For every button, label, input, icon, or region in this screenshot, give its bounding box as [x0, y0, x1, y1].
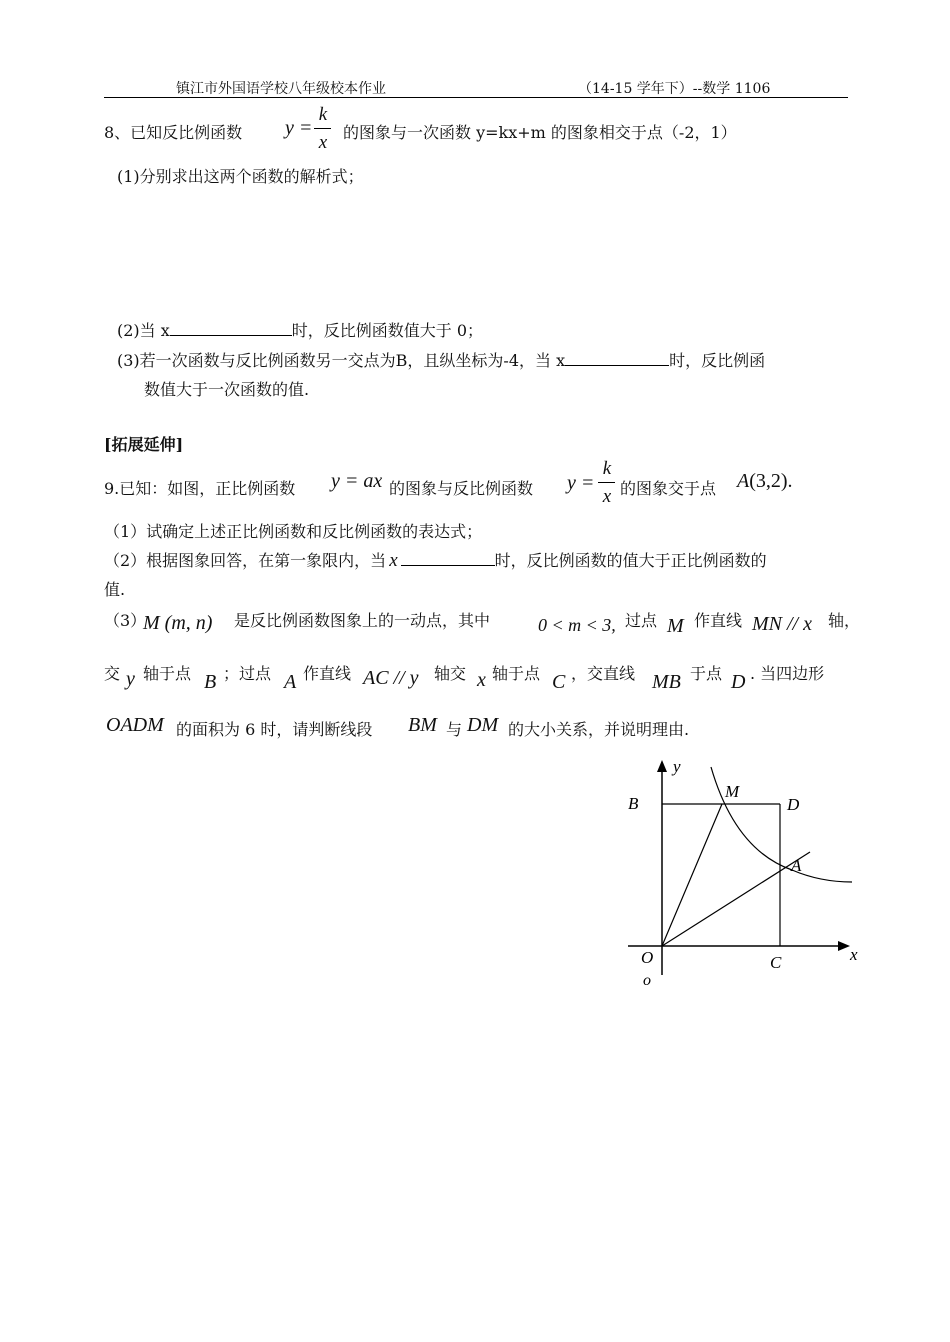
line-om — [662, 804, 722, 946]
q9-l2-MB: MB — [652, 671, 681, 693]
q9-l2-A: A — [284, 671, 297, 693]
q8-part2-tail: 时，反比例函数值大于 0； — [291, 321, 484, 340]
q9-intro-b: 的图象与反比例函数 — [389, 479, 534, 498]
q9-l2-x: x — [477, 669, 486, 691]
q8-frac-den: x — [318, 132, 328, 153]
q9-part2-lead: （2）根据图象回答，在第一象限内，当 — [104, 551, 387, 570]
q9-func2-num: k — [602, 458, 612, 479]
q9-point-a: A(3,2). — [737, 470, 793, 492]
q9-l3-a: 的面积为 6 时，请判断线段 — [176, 720, 373, 739]
q8-part3-lead: (3)若一次函数与反比例函数另一交点为B，且纵坐标为-4，当 x — [117, 351, 566, 370]
q9-l2-h: 于点 — [690, 664, 723, 683]
label-a: A — [791, 856, 802, 875]
q9-part2-tail: 时，反比例函数的值大于正比例函数的 — [494, 551, 767, 570]
q9-part2-x: x — [389, 550, 398, 571]
q9-l3-dm: DM — [467, 714, 499, 736]
header-term-title: （14-15 学年下）--数学 1106 — [578, 81, 771, 97]
q9-part3-point-m: M (m, n) — [143, 612, 213, 634]
label-o: O — [641, 948, 654, 967]
q9-part3-text-c: 作直线 — [694, 611, 743, 630]
y-axis-arrow-icon — [657, 760, 667, 772]
q9-intro: 9.已知：如图，正比例函数 — [104, 479, 296, 498]
q9-intro-c: 的图象交于点 — [620, 479, 717, 498]
q8-part3-tail: 时，反比例函 — [669, 351, 766, 370]
label-x: x — [850, 945, 858, 964]
q9-func2-den: x — [602, 486, 612, 507]
q9-l2-i: . 当四边形 — [750, 664, 825, 683]
label-m: M — [725, 782, 740, 801]
q9-func2-lhs: y = — [567, 472, 595, 494]
x-axis-arrow-icon — [838, 941, 850, 951]
section-title: [拓展延伸] — [104, 435, 184, 454]
q9-l2-b: 轴于点 — [143, 664, 192, 683]
q9-part3-ineq: 0 < m < 3, — [538, 615, 616, 635]
q8-part3-cont: 数值大于一次函数的值. — [144, 380, 310, 399]
q9-l2-y: y — [126, 668, 135, 690]
q9-l3-bm: BM — [408, 714, 437, 736]
q9-part1: （1）试确定上述正比例函数和反比例函数的表达式； — [104, 522, 483, 541]
q9-part2-cont: 值. — [104, 580, 126, 599]
label-o-small: o — [643, 972, 651, 989]
q9-l2-e: 轴交 — [434, 664, 467, 683]
q8-part1: (1)分别求出这两个函数的解析式； — [117, 167, 364, 186]
q8-func-lhs: y = — [285, 117, 313, 139]
q9-l2-C: C — [552, 671, 566, 693]
q9-part3-mn: MN // x — [752, 613, 812, 635]
q8-frac-num: k — [318, 104, 328, 125]
q9-part3-text-a: 是反比例函数图象上的一动点，其中 — [234, 611, 491, 630]
q8-intro-cont: 的图象与一次函数 y=kx+m 的图象相交于点（-2，1） — [343, 123, 737, 142]
q9-l2-c: ；过点 — [223, 664, 272, 683]
line-oa — [662, 852, 810, 946]
q9-l3-oadm: OADM — [106, 714, 164, 736]
q9-part3-m: M — [667, 615, 684, 637]
q9-l2-d: 作直线 — [303, 664, 352, 683]
header-school-title: 镇江市外国语学校八年级校本作业 — [176, 81, 386, 97]
q8-part2-lead: (2)当 x — [117, 321, 170, 340]
label-c: C — [770, 953, 782, 972]
q9-part3-text-d: 轴， — [828, 611, 861, 630]
q9-l3-c: 的大小关系，并说明理由. — [508, 720, 690, 739]
q8-intro: 8、已知反比例函数 — [104, 123, 243, 142]
q9-l2-f: 轴于点 — [492, 664, 541, 683]
q9-l2-ac: AC // y — [363, 667, 419, 689]
q9-l2-a: 交 — [104, 664, 121, 683]
q9-l3-b: 与 — [446, 720, 463, 739]
q9-l2-D: D — [731, 671, 746, 693]
q9-func1: y = ax — [331, 470, 383, 492]
q9-l2-g: ，交直线 — [571, 664, 636, 683]
label-d: D — [787, 795, 800, 814]
q9-part3-text-b: 过点 — [625, 611, 658, 630]
q9-part3-label: （3） — [104, 611, 147, 630]
q9-l2-B: B — [204, 671, 217, 693]
label-y: y — [673, 757, 681, 776]
label-b: B — [628, 794, 639, 813]
